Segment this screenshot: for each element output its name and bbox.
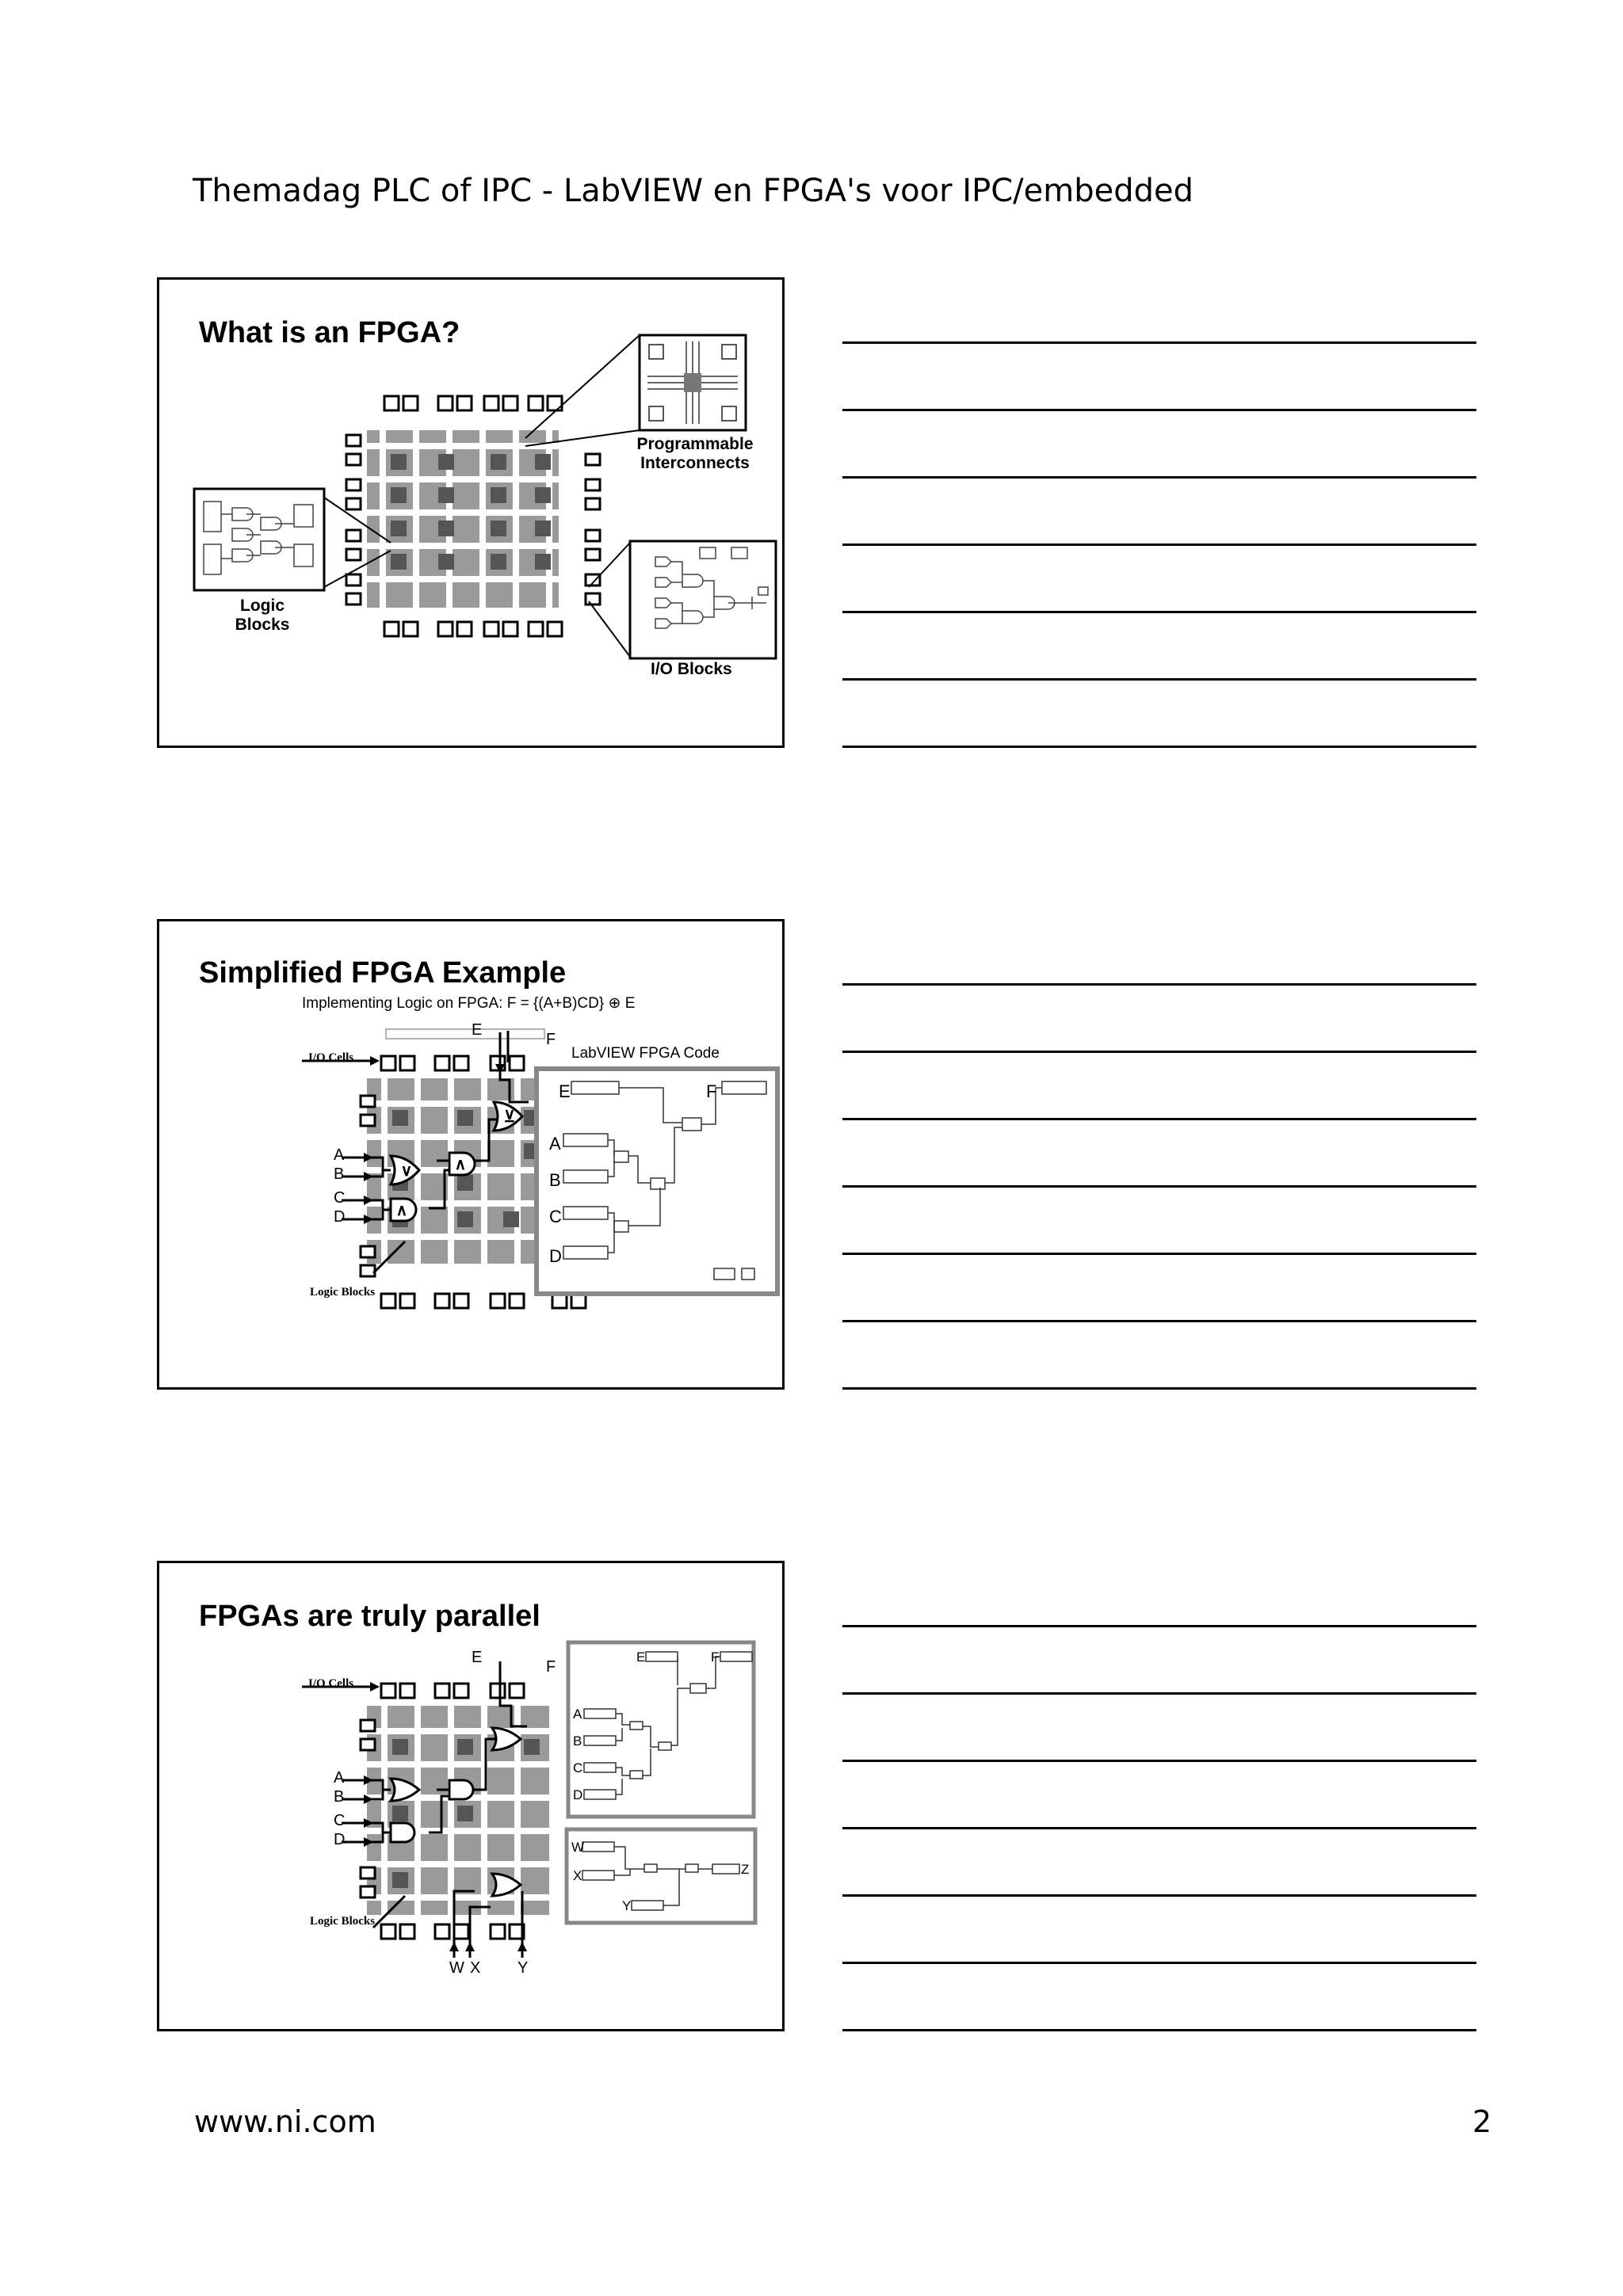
note-line [842, 1760, 1476, 1762]
slide-title: What is an FPGA? [199, 316, 460, 349]
vi-e-label: E [559, 1081, 571, 1101]
vi-a-label: A [573, 1707, 582, 1722]
vi-e-label: E [636, 1650, 646, 1665]
vi2-w-label: W [571, 1840, 585, 1855]
note-line [842, 543, 1476, 546]
input-x-label: X [470, 1959, 481, 1977]
note-line [842, 1625, 1476, 1627]
input-c-label: C [334, 1812, 346, 1829]
note-line [842, 1051, 1476, 1053]
input-w-label: W [449, 1959, 464, 1977]
input-e-label: E [472, 1649, 483, 1666]
note-line [842, 2029, 1476, 2031]
note-line [842, 1387, 1476, 1390]
note-line [842, 983, 1476, 986]
note-line [842, 1320, 1476, 1322]
vi-d-label: D [573, 1787, 583, 1802]
gate-xor-symbol: ⊻ [503, 1108, 516, 1126]
vi-b-label: B [573, 1733, 582, 1749]
note-line [842, 746, 1476, 748]
io-cells-label: I/O Cells [308, 1051, 354, 1064]
slide-subtitle: Implementing Logic on FPGA: F = {(A+B)CD} ⊕ E [302, 995, 636, 1012]
note-line [842, 1827, 1476, 1829]
note-line [842, 1692, 1476, 1695]
note-line [842, 409, 1476, 411]
input-y-label: Y [517, 1959, 529, 1977]
note-line [842, 341, 1476, 344]
input-e-label: E [472, 1021, 483, 1039]
note-line [842, 611, 1476, 613]
note-line [842, 1253, 1476, 1255]
labview-label: LabVIEW FPGA Code [571, 1045, 720, 1062]
io-cells-label: I/O Cells [308, 1677, 354, 1690]
vi2-z-label: Z [741, 1862, 750, 1877]
fpga-overview-diagram [159, 280, 787, 750]
note-line [842, 1185, 1476, 1188]
input-d-label: D [334, 1208, 346, 1226]
vi-f-label: F [711, 1650, 720, 1665]
note-line [842, 476, 1476, 479]
simplified-fpga-diagram [159, 921, 787, 1392]
io-blocks-label: I/O Blocks [651, 660, 732, 678]
input-b-label: B [334, 1165, 345, 1183]
logic-blocks-label: Logic Blocks [235, 597, 290, 634]
vi-d-label: D [549, 1246, 562, 1266]
gate-and2-symbol: ∧ [395, 1202, 408, 1219]
vi-c-label: C [573, 1760, 583, 1775]
input-a-label: A [334, 1769, 345, 1787]
note-line [842, 1118, 1476, 1120]
output-f-label: F [546, 1031, 556, 1048]
vi-c-label: C [549, 1207, 562, 1226]
page-number: 2 [1472, 2104, 1492, 2139]
vi-a-label: A [549, 1134, 561, 1154]
input-b-label: B [334, 1788, 345, 1806]
input-a-label: A [334, 1146, 345, 1164]
vi2-y-label: Y [622, 1898, 632, 1913]
note-line [842, 1894, 1476, 1897]
note-line [842, 1962, 1476, 1964]
gate-and-symbol: ∧ [454, 1156, 467, 1173]
slide-title: FPGAs are truly parallel [199, 1600, 540, 1633]
slide-title: Simplified FPGA Example [199, 956, 567, 990]
page-header: Themadag PLC of IPC - LabVIEW en FPGA's voor IPC/embedded [193, 173, 1193, 209]
vi2-x-label: X [573, 1868, 582, 1883]
logic-blocks-label: Logic Blocks [310, 1286, 376, 1299]
footer-url: www.ni.com [194, 2104, 376, 2139]
input-d-label: D [334, 1831, 346, 1848]
slide-truly-parallel [157, 1561, 785, 2031]
vi-f-label: F [706, 1081, 717, 1101]
slide-what-is-fpga [157, 277, 785, 748]
input-c-label: C [334, 1189, 346, 1207]
gate-or-symbol: ∨ [400, 1162, 413, 1180]
vi-b-label: B [549, 1170, 561, 1190]
logic-blocks-label: Logic Blocks [310, 1915, 376, 1928]
interconnect-label: Programmable Interconnects [636, 435, 754, 472]
output-f-label: F [546, 1658, 556, 1676]
slide-simplified-fpga [157, 919, 785, 1390]
note-line [842, 678, 1476, 681]
